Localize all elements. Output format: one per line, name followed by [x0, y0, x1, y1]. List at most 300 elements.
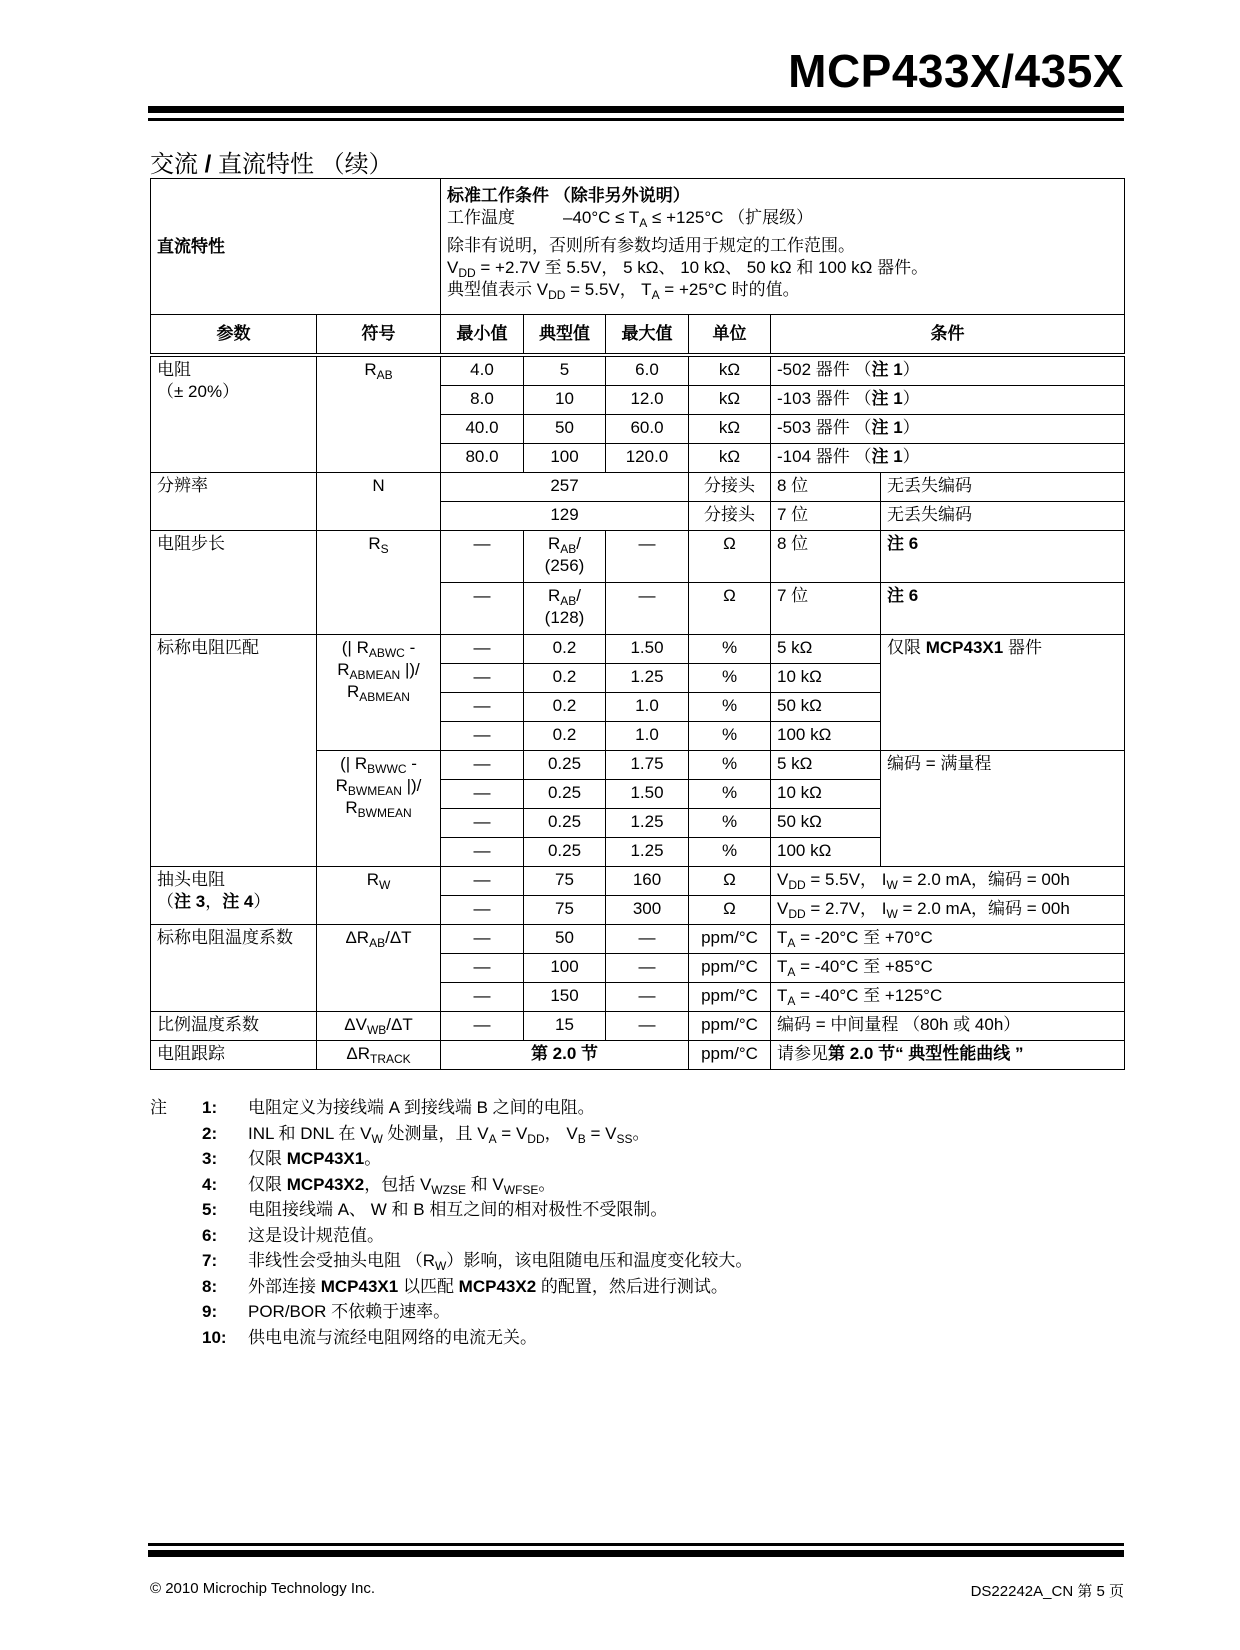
text-segment: 处测量，且 V [382, 1123, 489, 1143]
text-segment: 器件 [1003, 638, 1042, 657]
text-segment: ） [253, 892, 271, 911]
text-segment: (128) [544, 608, 585, 627]
subscript: WB [366, 1023, 387, 1037]
text-segment: = V [496, 1123, 528, 1143]
section-title [150, 144, 393, 179]
max-cell: 1.25 [606, 809, 689, 838]
unit-cell: kΩ [689, 444, 771, 473]
table-row [151, 1012, 1125, 1041]
symbol-cell [317, 751, 441, 867]
typ-cell: 75 [524, 867, 606, 896]
min-cell: — [441, 925, 524, 954]
max-cell: 1.0 [606, 693, 689, 722]
max-cell: — [606, 983, 689, 1012]
footer-rule-thin [148, 1543, 1124, 1546]
param-label: 电阻 [157, 360, 191, 379]
text-segment: R [345, 798, 358, 817]
unit-cell: % [689, 722, 771, 751]
note-text [248, 1197, 667, 1223]
max-cell: 6.0 [606, 355, 689, 386]
symbol-cell [317, 355, 441, 473]
min-cell: — [441, 722, 524, 751]
typ-cell: 0.2 [524, 635, 606, 664]
table-row [151, 1041, 1125, 1070]
min-cell: — [441, 896, 524, 925]
text-segment: 。 [632, 1123, 650, 1143]
condition-cell: 编码 = 中间量程 （80h 或 40h） [771, 1012, 1125, 1041]
subscript: S [380, 542, 389, 556]
subscript: TRACK [369, 1052, 411, 1066]
typ-cell: 0.25 [524, 809, 606, 838]
subscript: AB [376, 368, 393, 382]
footer-page-number: DS22242A_CN 第 5 页 [970, 1583, 1124, 1600]
text-segment: T [777, 986, 788, 1005]
symbol-cell [317, 531, 441, 635]
value-cell [441, 1041, 689, 1070]
text-segment: = -20°C 至 +70°C [795, 928, 933, 947]
text-segment: - [406, 754, 417, 773]
condition-cell: 7 位 [771, 502, 881, 531]
condition-cell: 100 kΩ [771, 722, 881, 751]
symbol-cell [317, 635, 441, 751]
text-segment: -503 器件 （ [777, 418, 872, 437]
condition-cell: 8 位 [771, 473, 881, 502]
text-segment: (256) [544, 556, 585, 575]
text-segment: = 5.5V， T [565, 280, 652, 299]
unit-cell: ppm/°C [689, 983, 771, 1012]
text-segment: /ΔT [386, 1015, 413, 1034]
param-sublabel: （± 20%） [157, 382, 240, 401]
bold-text: MCP43X2 [458, 1276, 537, 1296]
bold-text: MCP43X1 [925, 638, 1004, 657]
symbol-cell [317, 1041, 441, 1070]
text-segment: -502 器件 （ [777, 360, 872, 379]
condition-note-cell [881, 635, 1125, 751]
text-segment: ΔR [345, 928, 370, 947]
note-text [248, 1248, 752, 1274]
table-row [151, 531, 1125, 583]
note-number: 8: [202, 1276, 218, 1296]
text-segment: 和 V [465, 1174, 504, 1194]
note-text [248, 1172, 555, 1198]
col-conditions: 条件 [771, 315, 1125, 356]
operating-conditions [441, 179, 1125, 315]
text-segment: ΔV [344, 1015, 367, 1034]
text-segment: R [547, 534, 561, 553]
symbol-cell [317, 1012, 441, 1041]
condition-note-cell: 无丢失编码 [881, 502, 1125, 531]
text-segment: 电阻定义为接线端 A 到接线端 B 之间的电阻。 [248, 1098, 595, 1117]
condition-note-cell: 无丢失编码 [881, 473, 1125, 502]
unit-cell: ppm/°C [689, 954, 771, 983]
max-cell: 300 [606, 896, 689, 925]
subscript: W [886, 907, 898, 921]
note-number: 2: [202, 1123, 218, 1143]
text-segment: ） [902, 389, 920, 408]
subscript: ABWC [368, 646, 405, 660]
unit-cell: % [689, 780, 771, 809]
table-row [151, 355, 1125, 386]
table-row [151, 473, 1125, 502]
unit-cell: % [689, 693, 771, 722]
text-segment: = 5.5V， I [805, 870, 887, 889]
col-parameter: 参数 [151, 315, 317, 356]
text-segment: R [335, 776, 348, 795]
text-segment: /ΔT [385, 928, 412, 947]
note-number: 4: [202, 1174, 218, 1194]
table-row [151, 867, 1125, 896]
max-cell: — [606, 925, 689, 954]
param-cell: 比例温度系数 [151, 1012, 317, 1041]
subscript: AB [369, 936, 386, 950]
bold-text: 注 1 [871, 447, 903, 466]
max-cell: 1.75 [606, 751, 689, 780]
note-text [248, 1121, 649, 1147]
max-cell: 60.0 [606, 415, 689, 444]
text-segment: 仅限 [887, 638, 926, 657]
unit-cell: Ω [689, 867, 771, 896]
max-cell: 1.50 [606, 780, 689, 809]
condition-note-cell [881, 531, 1125, 583]
symbol-cell [317, 867, 441, 925]
min-cell: — [441, 838, 524, 867]
subscript: A [787, 994, 796, 1008]
text-segment: ） [902, 360, 920, 379]
unit-cell: Ω [689, 531, 771, 583]
voltage-conditions [447, 257, 1118, 279]
typ-cell: 0.2 [524, 722, 606, 751]
unit-cell: kΩ [689, 355, 771, 386]
typ-cell: 0.25 [524, 780, 606, 809]
condition-cell: 5 kΩ [771, 751, 881, 780]
condition-cell [771, 415, 1125, 444]
bold-text: 标准工作条件 （除非另外说明） [447, 186, 690, 205]
text-segment: = -40°C 至 +125°C [795, 986, 943, 1005]
min-cell: 8.0 [441, 386, 524, 415]
subscript: SS [616, 1131, 633, 1146]
min-cell: 80.0 [441, 444, 524, 473]
typ-cell: 0.25 [524, 838, 606, 867]
text-segment: V [447, 258, 459, 277]
note-text [248, 1274, 728, 1300]
param-cell [151, 355, 317, 473]
unit-cell: 分接头 [689, 473, 771, 502]
bold-text: / [204, 151, 212, 178]
text-segment: R [347, 682, 360, 701]
text-segment: 交流 [150, 151, 205, 178]
text-segment: V [777, 899, 789, 918]
condition-cell [771, 983, 1125, 1012]
typ-cell [524, 583, 606, 635]
conditions-heading [447, 185, 1118, 207]
typ-cell: 15 [524, 1012, 606, 1041]
dc-characteristics-label: 直流特性 [151, 179, 441, 315]
table-row [151, 635, 1125, 664]
condition-cell [771, 867, 1125, 896]
col-min: 最小值 [441, 315, 524, 356]
text-segment: = 2.0 mA，编码 = 00h [897, 899, 1070, 918]
text-segment: ≤ +125°C （扩展级） [647, 208, 814, 227]
condition-cell [771, 444, 1125, 473]
unit-cell: % [689, 809, 771, 838]
typ-cell: 100 [524, 444, 606, 473]
subscript: W [886, 878, 898, 892]
text-segment: = +25°C 时的值。 [659, 280, 800, 299]
subscript: A [787, 965, 796, 979]
typ-cell: 0.2 [524, 664, 606, 693]
text-segment: R [337, 660, 350, 679]
col-typ: 典型值 [524, 315, 606, 356]
notes-label: 注 [150, 1098, 167, 1117]
condition-cell: 100 kΩ [771, 838, 881, 867]
text-segment: -104 器件 （ [777, 447, 872, 466]
text-segment: |)/ [401, 776, 422, 795]
text-segment: R [366, 870, 379, 889]
bold-text: MCP43X2 [286, 1174, 365, 1194]
text-segment: ，包括 V [364, 1174, 432, 1194]
note-number: 1: [202, 1098, 218, 1117]
temperature-label: 工作温度 [447, 208, 515, 227]
condition-cell: 50 kΩ [771, 809, 881, 838]
typ-cell: 50 [524, 925, 606, 954]
value-cell: 257 [441, 473, 689, 502]
typ-cell: 150 [524, 983, 606, 1012]
text-segment: 非线性会受抽头电阻 （R [248, 1251, 435, 1270]
bold-text: 第 2.0 节“ 典型性能曲线 ” [828, 1044, 1024, 1063]
max-cell: — [606, 583, 689, 635]
min-cell: — [441, 983, 524, 1012]
subscript: DD [527, 1131, 545, 1146]
temperature-range [563, 208, 814, 230]
note-text [248, 1146, 381, 1172]
subscript: DD [788, 907, 806, 921]
unit-cell: % [689, 664, 771, 693]
subscript: BWWC [367, 762, 407, 776]
condition-cell [771, 954, 1125, 983]
text-segment: ） [902, 447, 920, 466]
text-segment: = V [585, 1123, 617, 1143]
dc-characteristics-table [150, 178, 1125, 1070]
condition-cell: 50 kΩ [771, 693, 881, 722]
note-number: 3: [202, 1149, 218, 1168]
condition-note-cell [881, 583, 1125, 635]
text-segment: / [576, 586, 582, 605]
header-rule-thin [148, 118, 1124, 121]
unit-cell: % [689, 838, 771, 867]
subscript: A [651, 288, 660, 302]
unit-cell: ppm/°C [689, 925, 771, 954]
text-segment: 仅限 [248, 1174, 287, 1194]
typ-cell [524, 531, 606, 583]
note-number: 6: [202, 1225, 218, 1245]
text-segment: INL 和 DNL 在 V [248, 1123, 372, 1143]
col-unit: 单位 [689, 315, 771, 356]
value-cell: 129 [441, 502, 689, 531]
note-text [248, 1299, 450, 1325]
subscript: W [371, 1131, 383, 1146]
text-segment: R [368, 534, 381, 553]
note-number: 9: [202, 1302, 218, 1321]
bold-text: 第 2.0 节 [530, 1044, 599, 1063]
condition-cell: 10 kΩ [771, 780, 881, 809]
subscript: B [577, 1131, 586, 1146]
param-cell: 电阻步长 [151, 531, 317, 635]
min-cell: — [441, 583, 524, 635]
subscript: DD [548, 288, 566, 302]
min-cell: — [441, 751, 524, 780]
text-segment: |)/ [400, 660, 420, 679]
typ-cell: 50 [524, 415, 606, 444]
min-cell: — [441, 635, 524, 664]
symbol-cell [317, 925, 441, 1012]
unit-cell: % [689, 751, 771, 780]
condition-cell: 8 位 [771, 531, 881, 583]
condition-note-cell: 编码 = 满量程 [881, 751, 1125, 867]
text-segment: (| R [340, 754, 368, 773]
min-cell: — [441, 531, 524, 583]
text-segment: 。 [538, 1174, 556, 1194]
bold-text: 注 1 [871, 360, 903, 379]
condition-cell [771, 355, 1125, 386]
max-cell: 1.25 [606, 664, 689, 693]
note-number: 10: [202, 1327, 227, 1347]
bold-text: MCP43X1 [286, 1149, 365, 1168]
conditions-row [151, 179, 1125, 315]
param-cell: 电阻跟踪 [151, 1041, 317, 1070]
text-segment: - [404, 638, 416, 657]
footer-copyright: © 2010 Microchip Technology Inc. [150, 1580, 376, 1597]
typical-conditions [447, 279, 1118, 301]
typ-cell: 5 [524, 355, 606, 386]
unit-cell: 分接头 [689, 502, 771, 531]
subscript: ABMEAN [349, 668, 401, 682]
subscript: WZSE [431, 1182, 466, 1197]
bold-text: 注 1 [871, 418, 903, 437]
unit-cell: % [689, 635, 771, 664]
typ-cell: 100 [524, 954, 606, 983]
min-cell: — [441, 954, 524, 983]
text-segment: –40°C ≤ T [563, 208, 640, 227]
param-cell: 标称电阻匹配 [151, 635, 317, 867]
condition-cell: 5 kΩ [771, 635, 881, 664]
temperature-line [447, 207, 1118, 229]
max-cell: 1.0 [606, 722, 689, 751]
max-cell: 160 [606, 867, 689, 896]
text-segment: ）影响，该电阻随电压和温度变化较大。 [446, 1251, 753, 1270]
text-segment: (| R [341, 638, 369, 657]
subscript: DD [788, 878, 806, 892]
note-text [248, 1095, 595, 1121]
bold-text: 注 3 [174, 892, 206, 911]
col-max: 最大值 [606, 315, 689, 356]
text-segment: 请参见 [777, 1044, 828, 1063]
unit-cell: ppm/°C [689, 1041, 771, 1070]
param-label: 抽头电阻 [157, 870, 225, 889]
text-segment: = +2.7V 至 5.5V， 5 kΩ、 10 kΩ、 50 kΩ 和 100 kΩ 器件。 [475, 258, 929, 277]
unit-cell: Ω [689, 896, 771, 925]
text-segment: 供电电流与流经电阻网络的电流无关。 [248, 1327, 537, 1347]
text-segment: 这是设计规范值。 [248, 1225, 384, 1245]
subscript: A [787, 936, 796, 950]
text-segment: 电阻接线端 A、 W 和 B 相互之间的相对极性不受限制。 [248, 1200, 668, 1219]
subscript: WFSE [503, 1182, 539, 1197]
condition-cell [771, 896, 1125, 925]
condition-cell [771, 1041, 1125, 1070]
subscript: DD [458, 266, 476, 280]
text-segment: ΔR [346, 1044, 370, 1063]
header-rule-thick [148, 106, 1124, 113]
min-cell: — [441, 693, 524, 722]
min-cell: — [441, 1012, 524, 1041]
max-cell: 12.0 [606, 386, 689, 415]
text-segment: 外部连接 [248, 1276, 321, 1296]
max-cell: 1.25 [606, 838, 689, 867]
subscript: AB [560, 594, 577, 608]
bold-text: 注 6 [887, 534, 919, 553]
condition-cell: 10 kΩ [771, 664, 881, 693]
document-title: MCP433X/435X [788, 45, 1124, 97]
note-text [248, 1223, 384, 1249]
max-cell: — [606, 954, 689, 983]
unit-cell: kΩ [689, 415, 771, 444]
condition-cell [771, 386, 1125, 415]
param-sublabel [157, 891, 310, 913]
text-segment: 以匹配 [398, 1276, 459, 1296]
unit-cell: kΩ [689, 386, 771, 415]
bold-text: MCP43X1 [320, 1276, 399, 1296]
text-segment: 的配置，然后进行测试。 [536, 1276, 728, 1296]
text-segment: 直流特性 （续） [211, 151, 393, 178]
typ-cell: 0.2 [524, 693, 606, 722]
max-cell: 120.0 [606, 444, 689, 473]
min-cell: 40.0 [441, 415, 524, 444]
subscript: W [435, 1259, 447, 1273]
subscript: ABMEAN [359, 690, 410, 704]
max-cell: — [606, 531, 689, 583]
min-cell: — [441, 809, 524, 838]
text-segment: R [364, 360, 377, 379]
bold-text: 注 6 [887, 586, 919, 605]
footer-rule-thick [148, 1550, 1124, 1557]
unit-cell: Ω [689, 583, 771, 635]
typ-cell: 10 [524, 386, 606, 415]
min-cell: 4.0 [441, 355, 524, 386]
text-segment: / [576, 534, 582, 553]
table-row [151, 925, 1125, 954]
text-segment: T [777, 957, 788, 976]
typ-cell: 0.25 [524, 751, 606, 780]
min-cell: — [441, 780, 524, 809]
param-cell [151, 867, 317, 925]
text-segment: -103 器件 （ [777, 389, 872, 408]
text-segment: V [777, 870, 789, 889]
unit-cell: ppm/°C [689, 1012, 771, 1041]
text-segment: 。 [364, 1149, 382, 1168]
col-symbol: 符号 [317, 315, 441, 356]
subscript: BWMEAN [347, 784, 402, 798]
text-segment: （ [157, 892, 174, 911]
note-text [248, 1325, 537, 1351]
conditions-note: 除非有说明，否则所有参数均适用于规定的工作范围。 [447, 236, 855, 255]
text-segment: = 2.0 mA，编码 = 00h [897, 870, 1070, 889]
text-segment: 典型值表示 V [447, 280, 549, 299]
note-number: 5: [202, 1200, 218, 1219]
text-segment: 仅限 [248, 1149, 287, 1168]
text-segment: POR/BOR 不依赖于速率。 [248, 1302, 451, 1321]
text-segment: ， [205, 892, 223, 911]
symbol-cell: N [317, 473, 441, 531]
subscript: A [488, 1131, 497, 1146]
